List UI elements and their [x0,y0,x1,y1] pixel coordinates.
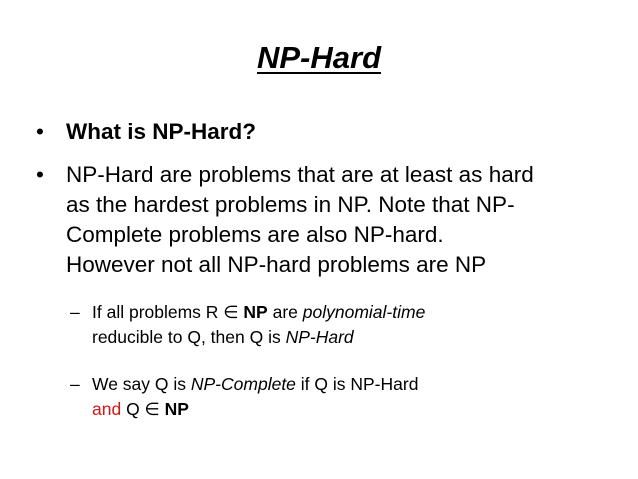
sub-bullet-dash: – [70,302,80,322]
np-label: NP [243,302,268,322]
text-segment: If all problems R [92,302,224,322]
text-segment: if Q is NP-Hard [295,374,419,394]
and-keyword: and [92,399,122,419]
text-segment: are [267,302,303,322]
np-label: NP [164,399,189,419]
element-of-symbol: ∈ [144,399,160,419]
sub-bullet-reduction [70,300,425,350]
bullet-definition [36,160,596,280]
reduction-line-2 [92,325,425,350]
definition-line-3: Complete problems are also NP-hard. [66,222,444,247]
definition-line-4: However not all NP-hard problems are NP [66,252,487,277]
reduction-line-1 [92,300,425,325]
italic-term: polynomial-time [302,302,426,322]
sub-bullet-np-complete [70,372,418,422]
definition-line-2: as the hardest problems in NP. Note that NP- [66,192,515,217]
bullet-dot: • [36,162,44,187]
np-complete-line-1 [92,372,418,397]
np-complete-line-2 [92,397,418,422]
bullet-text [66,160,596,280]
text-segment: We say Q is [92,374,191,394]
text-segment: Q [121,399,145,419]
element-of-symbol: ∈ [223,302,239,322]
sub-bullet-dash: – [70,374,80,394]
bullet-what-is-np-hard [36,117,256,147]
italic-term: NP-Complete [190,374,296,394]
text-segment: reducible to Q, then Q is [92,327,286,347]
bullet-dot: • [36,119,44,144]
bullet-text: What is NP-Hard? [66,119,257,144]
definition-line-1: NP-Hard are problems that are at least as hard [66,162,534,187]
italic-term: NP-Hard [285,327,354,347]
slide-title: NP-Hard [256,40,381,75]
